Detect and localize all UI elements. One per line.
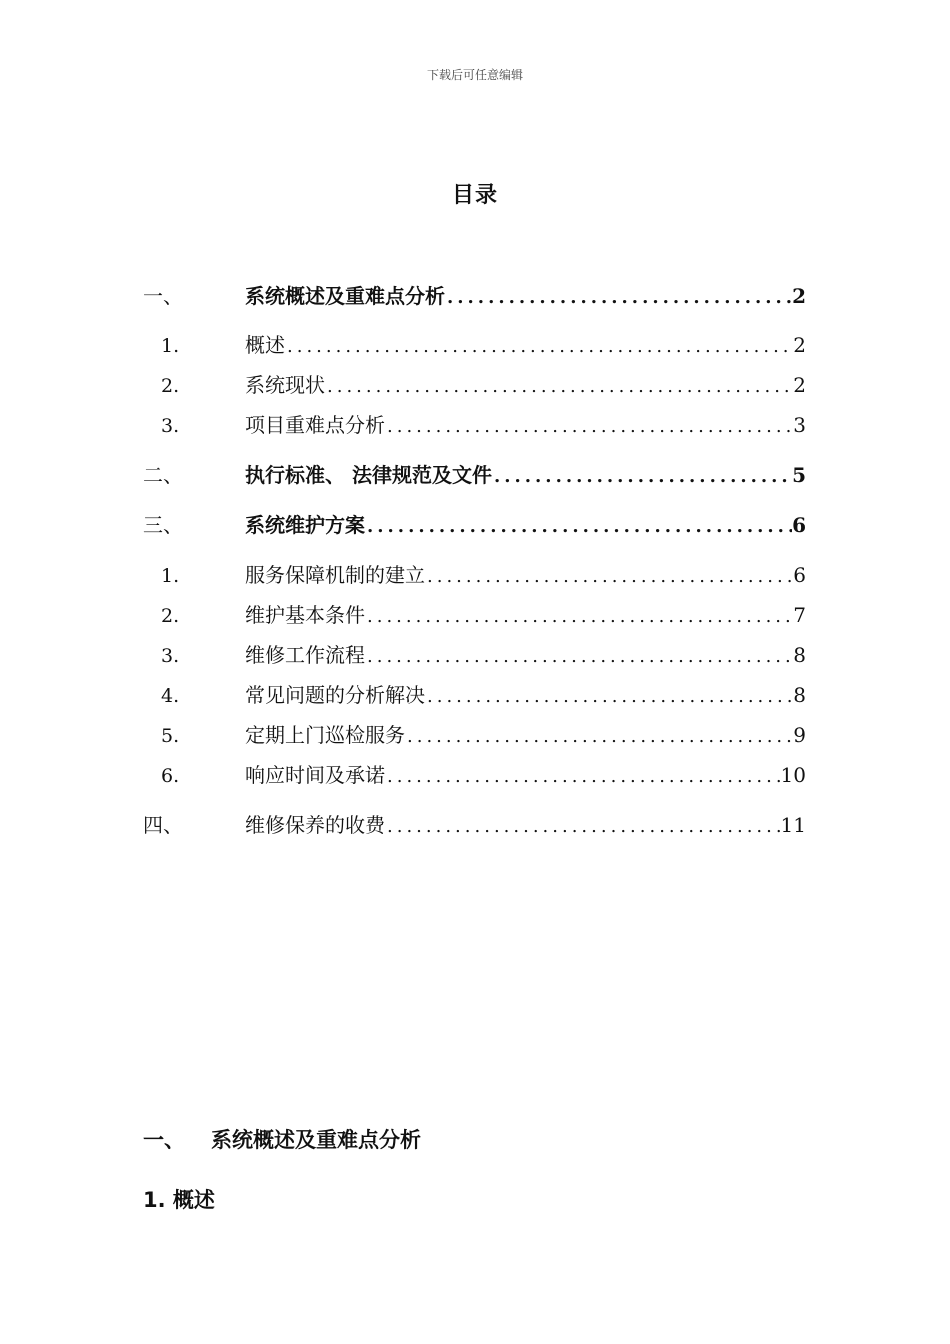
toc-entry-number: 1.	[161, 565, 180, 587]
toc-entry-3-6[interactable]	[143, 759, 806, 789]
toc-entry-number: 一、	[143, 284, 183, 308]
toc-entry-3-5[interactable]	[143, 719, 806, 749]
toc-entry-label: 系统维护方案	[245, 513, 365, 537]
toc-entry-label: 维修保养的收费	[245, 813, 385, 837]
toc-entry-number: 四、	[143, 813, 183, 837]
toc-dot-leader	[365, 516, 792, 537]
toc-entry-3-4[interactable]	[143, 679, 806, 709]
toc-title: 目录	[451, 183, 498, 208]
toc-entry-number: 5.	[161, 725, 180, 747]
toc-entry-page: 5	[792, 463, 806, 487]
toc-entry-label: 系统现状	[245, 373, 325, 397]
toc-dot-leader	[285, 336, 793, 357]
toc-dot-leader	[445, 287, 792, 308]
toc-dot-leader	[325, 376, 793, 397]
toc-entry-3[interactable]	[143, 509, 806, 539]
toc-entry-label: 概述	[245, 333, 285, 357]
toc-entry-page: 7	[793, 603, 806, 627]
toc-entry-number: 二、	[143, 463, 183, 487]
toc-dot-leader	[385, 766, 781, 787]
toc-entry-label: 定期上门巡检服务	[245, 723, 405, 747]
toc-entry-number: 3.	[161, 645, 180, 667]
toc-dot-leader	[492, 466, 792, 487]
toc-entry-2[interactable]	[143, 459, 806, 489]
toc-entry-page: 11	[780, 813, 806, 837]
toc-entry-label: 系统概述及重难点分析	[245, 284, 445, 308]
toc-entry-label: 项目重难点分析	[245, 413, 385, 437]
toc-entry-1-1[interactable]	[143, 329, 806, 359]
toc-entry-label: 响应时间及承诺	[245, 763, 385, 787]
toc-entry-3-1[interactable]	[143, 559, 806, 589]
toc-entry-label: 维护基本条件	[245, 603, 365, 627]
toc-dot-leader	[385, 416, 793, 437]
subsection-heading: 1. 概述	[143, 1188, 215, 1212]
toc-entry-label: 服务保障机制的建立	[245, 563, 425, 587]
toc-entry-page: 6	[792, 513, 806, 537]
toc-entry-page: 8	[793, 643, 806, 667]
toc-entry-page: 2	[793, 373, 806, 397]
toc-dot-leader	[365, 646, 793, 667]
page-header-note: 下载后可任意编辑	[426, 68, 523, 82]
toc-dot-leader	[425, 566, 793, 587]
toc-entry-page: 8	[793, 683, 806, 707]
toc-entry-page: 10	[780, 763, 806, 787]
toc-entry-label: 维修工作流程	[245, 643, 365, 667]
toc-entry-page: 6	[793, 563, 806, 587]
toc-entry-number: 1.	[161, 335, 180, 357]
toc-entry-page: 3	[793, 413, 806, 437]
toc-dot-leader	[365, 606, 793, 627]
toc-entry-page: 9	[793, 723, 806, 747]
toc-dot-leader	[385, 816, 781, 837]
toc-entry-1-3[interactable]	[143, 409, 806, 439]
toc-entry-number: 三、	[143, 513, 183, 537]
toc-entry-1-2[interactable]	[143, 369, 806, 399]
toc-entry-1[interactable]	[143, 280, 806, 310]
toc-entry-number: 3.	[161, 415, 180, 437]
section-number: 一、	[143, 1128, 185, 1152]
toc-dot-leader	[425, 686, 793, 707]
toc-entry-number: 6.	[161, 765, 180, 787]
toc-entry-number: 2.	[161, 605, 180, 627]
toc-entry-page: 2	[793, 333, 806, 357]
toc-entry-3-3[interactable]	[143, 639, 806, 669]
toc-entry-label: 执行标准、 法律规范及文件	[245, 463, 492, 487]
toc-entry-number: 4.	[161, 685, 180, 707]
toc-entry-4[interactable]	[143, 809, 806, 839]
toc-entry-page: 2	[792, 284, 806, 308]
section-heading	[143, 1124, 421, 1154]
toc-entry-3-2[interactable]	[143, 599, 806, 629]
toc-dot-leader	[405, 726, 793, 747]
toc-entry-number: 2.	[161, 375, 180, 397]
section-title: 系统概述及重难点分析	[211, 1128, 421, 1152]
toc-entry-label: 常见问题的分析解决	[245, 683, 425, 707]
